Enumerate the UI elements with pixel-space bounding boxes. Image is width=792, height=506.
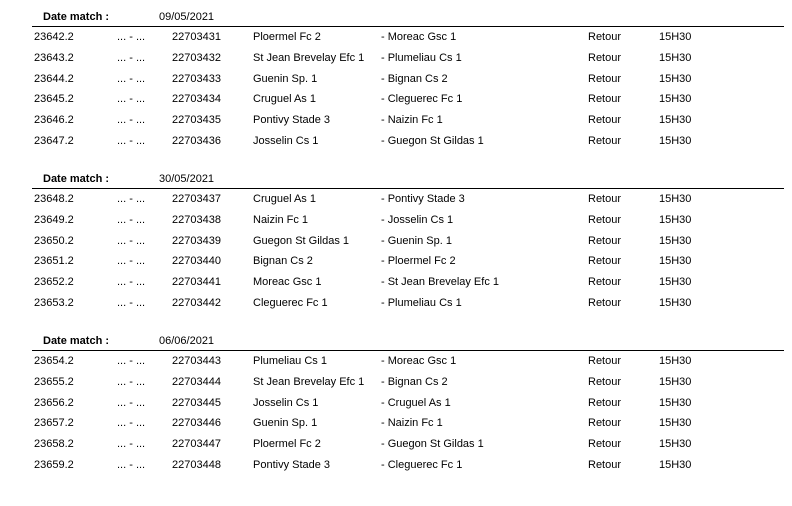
match-section [0,170,792,314]
match-number: 22703445 [172,396,221,409]
score-placeholder: ... - ... [117,438,146,451]
score-placeholder: ... - ... [117,396,146,409]
score-placeholder: ... - ... [117,51,146,64]
away-team: - Guegon St Gildas 1 [381,134,484,147]
away-team: - Cleguerec Fc 1 [381,458,463,471]
away-team: - Bignan Cs 2 [381,72,448,85]
match-row [0,434,792,455]
kickoff-time: 15H30 [659,276,692,289]
match-row [0,351,792,372]
match-ref: 23643.2 [34,51,74,64]
match-type: Retour [588,438,622,451]
match-type: Retour [588,417,622,430]
home-team: Bignan Cs 2 [253,255,313,268]
home-team: Josselin Cs 1 [253,396,319,409]
match-row [0,455,792,476]
away-team: - Bignan Cs 2 [381,375,448,388]
score-placeholder: ... - ... [117,355,146,367]
match-ref: 23656.2 [34,396,74,409]
kickoff-time: 15H30 [659,458,692,471]
score-placeholder: ... - ... [117,296,146,309]
match-section [0,332,792,476]
match-list [0,189,792,314]
away-team: - Ploermel Fc 2 [381,255,456,268]
score-placeholder: ... - ... [117,234,146,247]
match-row [0,231,792,252]
date-match-header [32,8,784,27]
home-team: Cleguerec Fc 1 [253,296,328,309]
home-team: Naizin Fc 1 [253,213,309,226]
match-number: 22703431 [172,31,221,43]
kickoff-time: 15H30 [659,255,692,268]
kickoff-time: 15H30 [659,213,692,226]
home-team: Pontivy Stade 3 [253,458,331,471]
score-placeholder: ... - ... [117,72,146,85]
match-ref: 23645.2 [34,93,74,106]
kickoff-time: 15H30 [659,234,692,247]
home-team: Ploermel Fc 2 [253,31,321,43]
home-team: Plumeliau Cs 1 [253,355,327,367]
away-team: - Josselin Cs 1 [381,213,454,226]
match-number: 22703434 [172,93,221,106]
home-team: Pontivy Stade 3 [253,114,331,127]
match-row [0,27,792,48]
match-ref: 23658.2 [34,438,74,451]
match-number: 22703435 [172,114,221,127]
kickoff-time: 15H30 [659,438,692,451]
match-type: Retour [588,93,622,106]
match-number: 22703444 [172,375,221,388]
match-type: Retour [588,134,622,147]
home-team: St Jean Brevelay Efc 1 [253,375,365,388]
match-ref: 23654.2 [34,355,74,367]
match-row [0,272,792,293]
kickoff-time: 15H30 [659,31,692,43]
match-date: 09/05/2021 [159,11,215,23]
match-ref: 23652.2 [34,276,74,289]
match-type: Retour [588,355,622,367]
match-type: Retour [588,234,622,247]
away-team: - Moreac Gsc 1 [381,355,457,367]
kickoff-time: 15H30 [659,296,692,309]
match-type: Retour [588,51,622,64]
away-team: - Cruguel As 1 [381,396,451,409]
away-team: - Plumeliau Cs 1 [381,296,462,309]
away-team: - Naizin Fc 1 [381,417,443,430]
score-placeholder: ... - ... [117,417,146,430]
match-type: Retour [588,276,622,289]
match-row [0,48,792,69]
match-date: 30/05/2021 [159,173,215,185]
match-type: Retour [588,396,622,409]
away-team: - Guegon St Gildas 1 [381,438,484,451]
date-match-label: Date match : [43,11,110,23]
away-team: - Pontivy Stade 3 [381,193,465,205]
match-list [0,27,792,152]
match-ref: 23648.2 [34,193,74,205]
kickoff-time: 15H30 [659,193,692,205]
match-row [0,251,792,272]
match-row [0,210,792,231]
match-number: 22703443 [172,355,221,367]
kickoff-time: 15H30 [659,417,692,430]
match-ref: 23655.2 [34,375,74,388]
match-ref: 23650.2 [34,234,74,247]
match-ref: 23647.2 [34,134,74,147]
kickoff-time: 15H30 [659,72,692,85]
home-team: Cruguel As 1 [253,193,316,205]
match-section [0,8,792,152]
match-ref: 23657.2 [34,417,74,430]
home-team: Guenin Sp. 1 [253,417,318,430]
away-team: - Guenin Sp. 1 [381,234,452,247]
match-number: 22703448 [172,458,221,471]
away-team: - Cleguerec Fc 1 [381,93,463,106]
match-type: Retour [588,72,622,85]
match-ref: 23642.2 [34,31,74,43]
match-ref: 23651.2 [34,255,74,268]
home-team: Guenin Sp. 1 [253,72,318,85]
match-row [0,110,792,131]
date-match-header [32,332,784,351]
match-number: 22703447 [172,438,221,451]
match-ref: 23646.2 [34,114,74,127]
kickoff-time: 15H30 [659,134,692,147]
home-team: Cruguel As 1 [253,93,316,106]
score-placeholder: ... - ... [117,213,146,226]
match-number: 22703440 [172,255,221,268]
date-match-header [32,170,784,189]
match-list [0,351,792,476]
match-number: 22703436 [172,134,221,147]
kickoff-time: 15H30 [659,51,692,64]
away-team: - Plumeliau Cs 1 [381,51,462,64]
score-placeholder: ... - ... [117,458,146,471]
score-placeholder: ... - ... [117,276,146,289]
match-row [0,293,792,314]
match-type: Retour [588,255,622,268]
match-number: 22703442 [172,296,221,309]
date-match-label: Date match : [43,335,110,347]
match-date: 06/06/2021 [159,335,215,347]
match-type: Retour [588,31,622,43]
match-number: 22703438 [172,213,221,226]
home-team: Guegon St Gildas 1 [253,234,350,247]
away-team: - Naizin Fc 1 [381,114,443,127]
home-team: Josselin Cs 1 [253,134,319,147]
score-placeholder: ... - ... [117,375,146,388]
match-row [0,131,792,152]
match-row [0,89,792,110]
match-row [0,69,792,90]
kickoff-time: 15H30 [659,114,692,127]
match-type: Retour [588,193,622,205]
kickoff-time: 15H30 [659,355,692,367]
match-type: Retour [588,114,622,127]
match-ref: 23659.2 [34,458,74,471]
away-team: - Moreac Gsc 1 [381,31,457,43]
away-team: - St Jean Brevelay Efc 1 [381,276,499,289]
match-number: 22703439 [172,234,221,247]
match-type: Retour [588,296,622,309]
match-number: 22703437 [172,193,221,205]
match-number: 22703433 [172,72,221,85]
match-ref: 23644.2 [34,72,74,85]
score-placeholder: ... - ... [117,134,146,147]
score-placeholder: ... - ... [117,255,146,268]
match-row [0,372,792,393]
score-placeholder: ... - ... [117,114,146,127]
home-team: St Jean Brevelay Efc 1 [253,51,365,64]
home-team: Ploermel Fc 2 [253,438,321,451]
match-type: Retour [588,213,622,226]
match-type: Retour [588,375,622,388]
score-placeholder: ... - ... [117,93,146,106]
match-row [0,413,792,434]
match-number: 22703446 [172,417,221,430]
score-placeholder: ... - ... [117,193,146,205]
match-row [0,393,792,414]
kickoff-time: 15H30 [659,375,692,388]
match-number: 22703441 [172,276,221,289]
kickoff-time: 15H30 [659,93,692,106]
match-ref: 23649.2 [34,213,74,226]
match-number: 22703432 [172,51,221,64]
match-row [0,189,792,210]
kickoff-time: 15H30 [659,396,692,409]
home-team: Moreac Gsc 1 [253,276,322,289]
score-placeholder: ... - ... [117,31,146,43]
match-type: Retour [588,458,622,471]
match-ref: 23653.2 [34,296,74,309]
date-match-label: Date match : [43,173,110,185]
